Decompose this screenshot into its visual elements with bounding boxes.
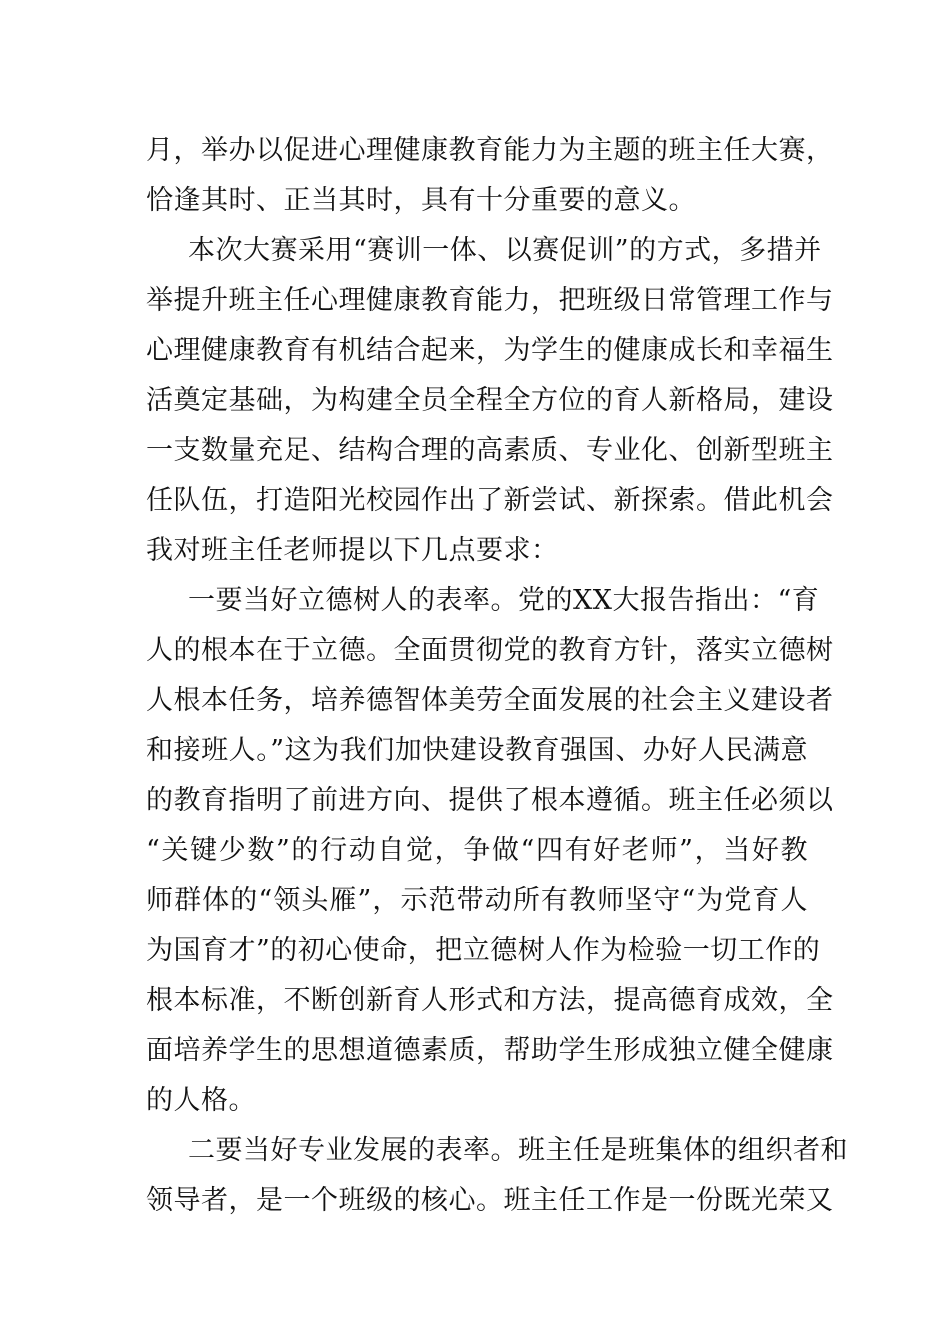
text-line: 领导者，是一个班级的核心。班主任工作是一份既光荣又 [146, 1185, 834, 1216]
text-line: 人的根本在于立德。全面贯彻党的教育方针，落实立德树 [146, 635, 834, 666]
text-line: 为国育才”的初心使命，把立德树人作为检验一切工作的 [146, 935, 821, 966]
text-line: 我对班主任老师提以下几点要求： [146, 535, 559, 566]
paragraph-start-line: 一要当好立德树人的表率。党的XX大报告指出：“育 [188, 585, 820, 616]
text-line: 面培养学生的思想道德素质，帮助学生形成独立健全健康 [146, 1035, 834, 1066]
text-line: “关键少数”的行动自觉，争做“四有好老师”，当好教 [146, 835, 808, 866]
text-line: 一支数量充足、结构合理的高素质、专业化、创新型班主 [146, 435, 834, 466]
text-line: 的人格。 [146, 1085, 256, 1116]
text-line: 活奠定基础，为构建全员全程全方位的育人新格局，建设 [146, 385, 834, 416]
text-line: 任队伍，打造阳光校园作出了新尝试、新探索。借此机会 [146, 485, 834, 516]
text-line: 恰逢其时、正当其时，具有十分重要的意义。 [146, 185, 696, 216]
paragraph-start-line: 本次大赛采用“赛训一体、以赛促训”的方式，多措并 [188, 235, 822, 266]
text-line: 根本标准，不断创新育人形式和方法，提高德育成效，全 [146, 985, 834, 1016]
text-line: 心理健康教育有机结合起来，为学生的健康成长和幸福生 [146, 335, 834, 366]
paragraph-start-line: 二要当好专业发展的表率。班主任是班集体的组织者和 [188, 1135, 848, 1166]
text-line: 月，举办以促进心理健康教育能力为主题的班主任大赛， [146, 135, 834, 166]
document-body [146, 126, 848, 1226]
text-line: 的教育指明了前进方向、提供了根本遵循。班主任必须以 [146, 785, 834, 816]
text-line: 举提升班主任心理健康教育能力，把班级日常管理工作与 [146, 285, 834, 316]
text-line: 师群体的“领头雁”，示范带动所有教师坚守“为党育人 [146, 885, 808, 916]
text-line: 人根本任务，培养德智体美劳全面发展的社会主义建设者 [146, 685, 834, 716]
text-line: 和接班人。”这为我们加快建设教育强国、办好人民满意 [146, 735, 808, 766]
